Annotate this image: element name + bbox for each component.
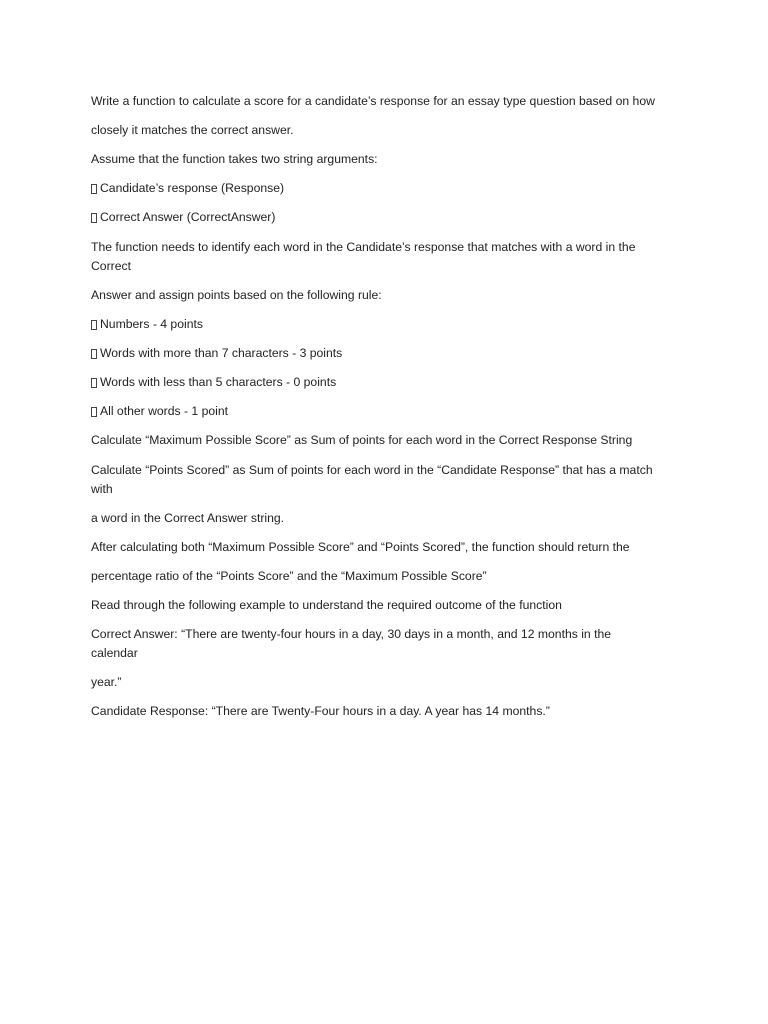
paragraph-points-scored-line-2: with bbox=[91, 482, 113, 496]
paragraph-example-correct-line-1: Correct Answer: “There are twenty-four hours in a day, 30 days in a month, and 12 months in the bbox=[91, 627, 612, 641]
bullet-argument-correct-answer bbox=[91, 208, 691, 227]
paragraph-matching-line-2: Correct bbox=[91, 259, 131, 273]
bullet-text: All other words - 1 point bbox=[100, 404, 229, 418]
bullet-text: Correct Answer (CorrectAnswer) bbox=[100, 210, 276, 224]
missing-glyph-icon bbox=[91, 378, 97, 388]
missing-glyph-icon bbox=[91, 407, 97, 417]
bullet-text: Numbers - 4 points bbox=[100, 317, 203, 331]
paragraph-max-score: Calculate “Maximum Possible Score” as Sum of points for each word in the Correct Response String bbox=[91, 433, 633, 447]
bullet-rule-numbers bbox=[91, 315, 691, 334]
paragraph-rules-intro: Answer and assign points based on the following rule: bbox=[91, 288, 382, 302]
paragraph-intro-line-1: Write a function to calculate a score for a candidate’s response for an essay type question based on how bbox=[91, 94, 655, 108]
paragraph-example-candidate: Candidate Response: “There are Twenty-Four hours in a day. A year has 14 months.” bbox=[91, 704, 550, 718]
paragraph-example-correct-line-2: calendar bbox=[91, 646, 138, 660]
paragraph-correct-answer-string: a word in the Correct Answer string. bbox=[91, 511, 285, 525]
bullet-argument-response bbox=[91, 179, 691, 198]
bullet-text: Candidate’s response (Response) bbox=[100, 181, 285, 195]
paragraph-return-line-1: After calculating both “Maximum Possible Score” and “Points Scored”, the function should return the bbox=[91, 540, 630, 554]
document-body bbox=[91, 92, 691, 721]
bullet-rule-long-words bbox=[91, 344, 691, 363]
paragraph-example-correct-line-3: year.” bbox=[91, 675, 122, 689]
bullet-text: Words with more than 7 characters - 3 points bbox=[100, 346, 343, 360]
bullet-rule-other-words bbox=[91, 402, 691, 421]
paragraph-matching-line-1: The function needs to identify each word in the Candidate’s response that matches with a word in the bbox=[91, 240, 636, 254]
paragraph-intro-line-2: closely it matches the correct answer. bbox=[91, 123, 294, 137]
bullet-text: Words with less than 5 characters - 0 points bbox=[100, 375, 337, 389]
missing-glyph-icon bbox=[91, 320, 97, 330]
paragraph-return-line-2: percentage ratio of the “Points Score” and the “Maximum Possible Score” bbox=[91, 569, 487, 583]
paragraph-arguments-intro: Assume that the function takes two string arguments: bbox=[91, 152, 378, 166]
missing-glyph-icon bbox=[91, 213, 97, 223]
paragraph-points-scored-line-1: Calculate “Points Scored” as Sum of points for each word in the “Candidate Response” that has a match bbox=[91, 463, 653, 477]
missing-glyph-icon bbox=[91, 349, 97, 359]
bullet-rule-short-words bbox=[91, 373, 691, 392]
paragraph-example-intro: Read through the following example to understand the required outcome of the function bbox=[91, 598, 562, 612]
missing-glyph-icon bbox=[91, 184, 97, 194]
